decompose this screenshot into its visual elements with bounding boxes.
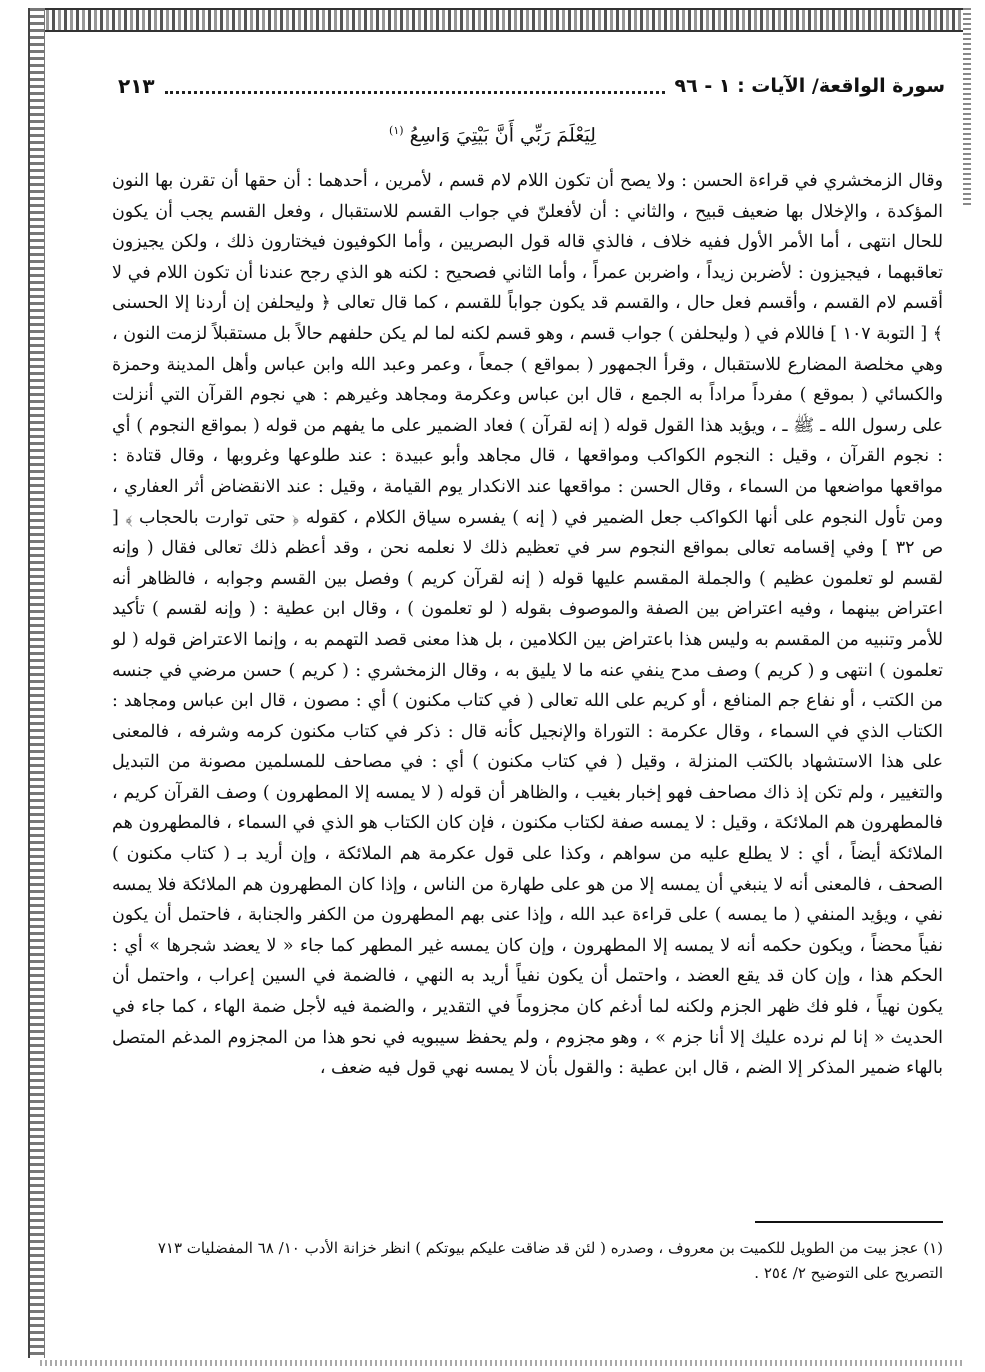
footnote-separator [755,1221,943,1223]
ornamental-border-left [28,8,45,1358]
footnote-reference: (١) [389,124,404,137]
running-head: سورة الواقعة/ الآيات : ١ - ٩٦ [674,75,945,97]
quoted-verse [0,124,985,146]
ornamental-border-right [963,8,971,208]
body-text [112,166,943,1084]
header-dotted-leader [165,79,665,94]
footnote-line-2: التصريح على التوضيح ٢/ ٢٥٤ . [754,1264,943,1282]
page-header [118,66,945,106]
footnote [112,1236,943,1286]
ornamental-border-bottom [40,1360,965,1366]
footnote-line-1: (١) عجز بيت من الطويل للكميت بن معروف ، وصدره ( لئن قد ضاقت عليكم بيوتكم ) انظر خزانة الأدب ١٠/ ٦٨ المفضليات ٧١٣ [157,1239,943,1257]
body-paragraph: وقال الزمخشري في قراءة الحسن : ولا يصح أن تكون اللام لام قسم ، لأمرين ، أحدهما : أن حقها أن تقرن بها النون المؤكدة ، والإخلال بها ضعيف قبيح ، والثاني : أن لأفعلنّ في جواب القسم للاستقبال ، وفعل القسم يجب أن يكون للحال انتهى ، أما الأمر الأول ففيه خلاف ، فالذي قاله قول البصريين ، وأما الكوفيون فيختارون ذلك ، ولكن يجيزون تعاقبهما ، فيجيزون : لأضربن زيداً ، واضربن عمراً ، وأما الثاني فصحيح : لكنه هو الذي رجح عندنا أن تكون اللام في لا أقسم لام القسم ، وأقسم فعل حال ، والقسم قد يكون جواباً للقسم ، كما قال تعالى ﴿ وليحلفن إن أردنا إلا الحسنى ﴾ [ التوبة ١٠٧ ] فاللام في ( وليحلفن ) جواب قسم ، وهو قسم لكنه لما لم يكن حلفهم حالاً بل مستقبلاً لزمت النون ، وهي مخلصة المضارع للاستقبال ، وقرأ الجمهور ( بمواقع ) جمعاً ، وعمر وعبد الله وابن عباس وأهل المدينة وحمزة والكسائي ( بموقع ) مفرداً مراداً به الجمع ، قال ابن عباس وعكرمة ومجاهد وغيرهم : هي نجوم القرآن التي أنزلت على رسول الله ـ ﷺ ـ ، ويؤيد هذا القول قوله ( إنه لقرآن ) فعاد الضمير على ما يفهم من قوله ( بمواقع النجوم ) أي : نجوم القرآن ، وقيل : النجوم الكواكب ومواقعها ، قال مجاهد وأبو عبيدة : عند طلوعها وغروبها ، وقال قتادة : مواقعها مواضعها من السماء ، وقال الحسن : مواقعها عند الانكدار يوم القيامة ، وقيل : عند الانقضاض أثر العفاري ، ومن تأول النجوم على أنها الكواكب جعل الضمير في ( إنه ) يفسره سياق الكلام ، كقوله ﴿ حتى توارت بالحجاب ﴾ [ ص ٣٢ ] وفي إقسامه تعالى بمواقع النجوم سر في تعظيم ذلك لا نعلمه نحن ، وقد أعظم ذلك تعالى فقال ( وإنه لقسم لو تعلمون عظيم ) والجملة المقسم عليها قوله ( إنه لقرآن كريم ) وفصل بين القسم وجوابه ، فالظاهر أنه اعتراض بينهما ، وفيه اعتراض بين الصفة والموصوف بقوله ( لو تعلمون ) ، وقال ابن عطية : ( وإنه لقسم ) تأكيد للأمر وتنبيه من المقسم به وليس هذا باعتراض بين الكلامين ، بل هذا معنى قصد التهمم به ، وإنما الاعتراض قوله ( لو تعلمون ) انتهى و ( كريم ) وصف مدح ينفي عنه ما لا يليق به ، وقال الزمخشري : ( كريم ) حسن مرضي في جنسه من الكتب ، أو نفاع جم المنافع ، أو كريم على الله تعالى ( في كتاب مكنون ) أي : مصون ، قال ابن عباس ومجاهد : الكتاب الذي في السماء ، وقال عكرمة : التوراة والإنجيل كأنه قال : ذكر في كتاب مكنون كرمه وشرفه ، فالمعنى على هذا الاستشهاد بالكتب المنزلة ، وقيل ( في كتاب مكنون ) أي : في مصاحف للمسلمين مصونة من التبديل والتغيير ، ولم تكن إذ ذاك مصاحف فهو إخبار بغيب ، والظاهر أن قوله ( لا يمسه إلا المطهرون ) وصف القرآن كريم ، فالمطهرون هم الملائكة ، وقيل : لا يمسه صفة لكتاب مكنون ، فإن كان الكتاب هو الذي في السماء ، فالمطهرون هم الملائكة أيضاً ، أي : لا يطلع عليه من سواهم ، وكذا على قول عكرمة هم الملائكة ، وإن أريد بـ ( كتاب مكنون ) الصحف ، فالمعنى أنه لا ينبغي أن يمسه إلا من هو على طهارة من الناس ، وإذا كان المطهرون هم الملائكة فلا يمسه نفي ، ويؤيد المنفي ( ما يمسه ) على قراءة عبد الله ، وإذا عنى بهم المطهرون من الكفر والجنابة ، فاحتمل أن يكون نفياً محضاً ، ويكون حكمه أنه لا يمسه إلا المطهرون ، وإن كان يمسه غير المطهر كما جاء « لا يعضد شجرها » أي : الحكم هذا ، وإن كان قد يقع العضد ، واحتمل أن يكون نفياً أريد به النهي ، فالضمة في السين إعراب ، واحتمل أن يكون نهياً ، فلو فك ظهر الجزم ولكنه لما أدغم كان مجزوماً في التقدير ، والضمة فيه لأجل ضمة الهاء ، كما جاء في الحديث « إنا لم نرده عليك إلا أنا جزم » ، وهو مجزوم ، ولم يحفظ سيبويه في نحو هذا من المجزوم المدغم المتصل بالهاء ضمير المذكر إلا الضم ، قال ابن عطية : والقول بأن لا يمسه نهي قول فيه ضعف ، [112,171,943,1079]
ornamental-border-top [28,8,971,32]
verse-text: لِيَعْلَمَ رَبِّي أَنَّ بَيْتِيَ وَاسِعُ [409,124,596,147]
page-number: ٢١٣ [118,74,155,98]
